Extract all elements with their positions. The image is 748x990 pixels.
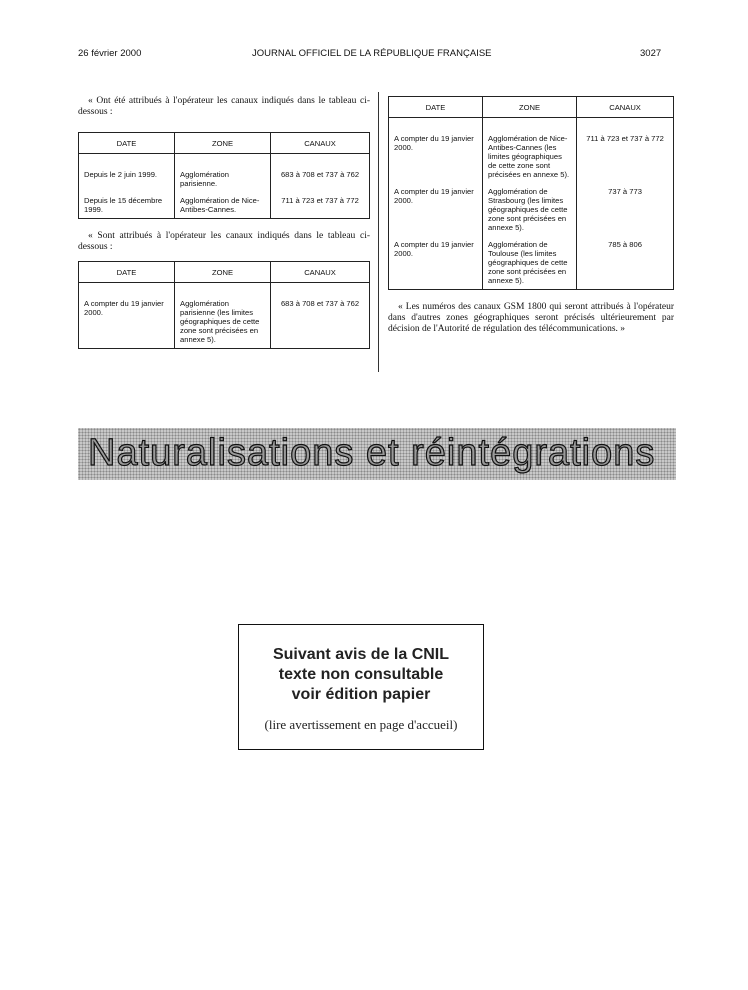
table-cell-date: A compter du 19 janvier 2000. bbox=[79, 295, 175, 349]
table-cell-zone: Agglomération de Nice-Antibes-Cannes. bbox=[175, 192, 271, 219]
table3-header-date: DATE bbox=[389, 97, 483, 118]
table1-header-date: DATE bbox=[79, 133, 175, 154]
table-row bbox=[389, 130, 674, 183]
table-cell-canaux: 683 à 708 et 737 à 762 bbox=[271, 295, 370, 349]
cnil-line-1: Suivant avis de la CNIL bbox=[272, 646, 450, 663]
table-row bbox=[79, 295, 370, 349]
table-cell-date: Depuis le 15 décembre 1999. bbox=[79, 192, 175, 219]
table2-header-zone: ZONE bbox=[175, 262, 271, 283]
intro-paragraph-2: « Sont attribués à l'opérateur les canaux indiqués dans le tableau ci-dessous : bbox=[78, 231, 370, 252]
table-cell-date: A compter du 19 janvier 2000. bbox=[389, 183, 483, 236]
left-column bbox=[78, 96, 370, 349]
header-journal-title: JOURNAL OFFICIEL DE LA RÉPUBLIQUE FRANÇAISE bbox=[252, 48, 492, 59]
table-cell-date: A compter du 19 janvier 2000. bbox=[389, 130, 483, 183]
table-cell-zone: Agglomération parisienne. bbox=[175, 166, 271, 192]
cnil-note: (lire avertissement en page d'accueil) bbox=[264, 717, 458, 732]
channels-table-2 bbox=[78, 261, 370, 349]
right-column bbox=[388, 96, 674, 335]
table-cell-date: Depuis le 2 juin 1999. bbox=[79, 166, 175, 192]
cnil-line-3: voir édition papier bbox=[291, 686, 431, 703]
channels-table-3 bbox=[388, 96, 674, 290]
table-cell-canaux: 737 à 773 bbox=[577, 183, 674, 236]
table-row bbox=[389, 183, 674, 236]
table3-header-canaux: CANAUX bbox=[577, 97, 674, 118]
header-page-number: 3027 bbox=[640, 48, 662, 59]
table-cell-zone: Agglomération de Toulouse (les limites géographiques de cette zone sont précisées en annexe 5). bbox=[483, 236, 577, 290]
closing-paragraph: « Les numéros des canaux GSM 1800 qui seront attribués à l'opérateur dans d'autres zones géographiques seront précisés ultérieurement par décision de l'Autorité de régulation des télécommunications. » bbox=[388, 302, 674, 334]
intro-paragraph-1: « Ont été attribués à l'opérateur les canaux indiqués dans le tableau ci-dessous : bbox=[78, 96, 370, 117]
table-cell-date: A compter du 19 janvier 2000. bbox=[389, 236, 483, 290]
section-banner bbox=[78, 428, 676, 480]
table-row bbox=[79, 166, 370, 192]
table-cell-zone: Agglomération de Strasbourg (les limites géographiques de cette zone sont précisées en annexe 5). bbox=[483, 183, 577, 236]
table-row bbox=[79, 192, 370, 219]
table-cell-canaux: 785 à 806 bbox=[577, 236, 674, 290]
table1-header-canaux: CANAUX bbox=[271, 133, 370, 154]
table-cell-zone: Agglomération parisienne (les limites géographiques de cette zone sont précisées en annexe 5). bbox=[175, 295, 271, 349]
section-title: Naturalisations et réintégrations bbox=[88, 432, 656, 474]
table3-header-zone: ZONE bbox=[483, 97, 577, 118]
table-cell-canaux: 711 à 723 et 737 à 772 bbox=[271, 192, 370, 219]
table-cell-canaux: 683 à 708 et 737 à 762 bbox=[271, 166, 370, 192]
header-date: 26 février 2000 bbox=[78, 48, 142, 59]
cnil-notice-box bbox=[238, 624, 484, 750]
table-cell-zone: Agglomération de Nice-Antibes-Cannes (les limites géographiques de cette zone sont précisées en annexe 5). bbox=[483, 130, 577, 183]
table-row bbox=[389, 236, 674, 290]
table2-header-canaux: CANAUX bbox=[271, 262, 370, 283]
table1-header-zone: ZONE bbox=[175, 133, 271, 154]
cnil-line-2: texte non consultable bbox=[278, 666, 444, 683]
table2-header-date: DATE bbox=[79, 262, 175, 283]
table-cell-canaux: 711 à 723 et 737 à 772 bbox=[577, 130, 674, 183]
column-divider bbox=[378, 92, 379, 372]
channels-table-1 bbox=[78, 132, 370, 219]
